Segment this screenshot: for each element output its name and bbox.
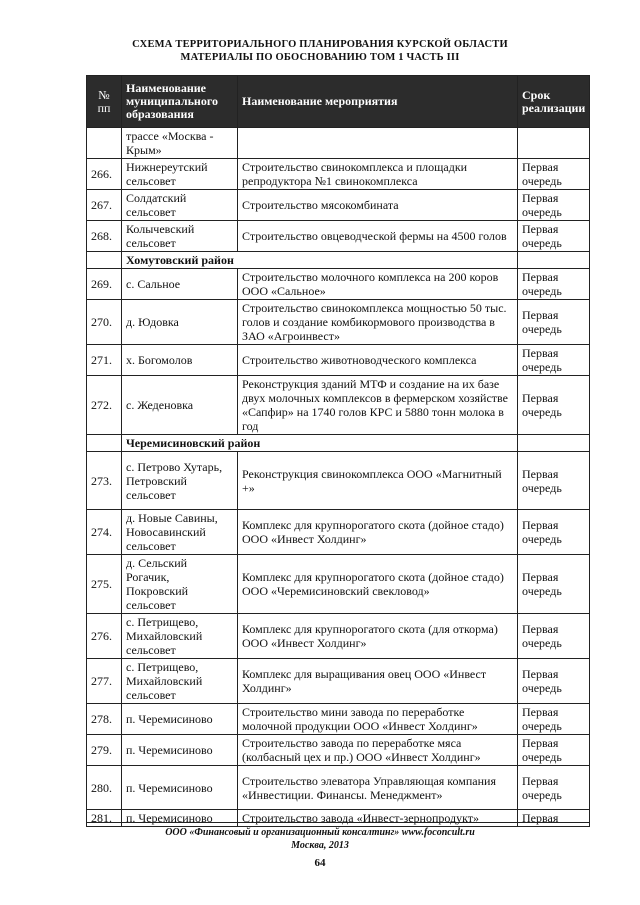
column-header-municipality: Наименование муниципального образования: [122, 76, 238, 128]
row-term: Первая очередь: [518, 159, 590, 190]
row-term: Первая очередь: [518, 659, 590, 704]
table-row: [87, 159, 590, 190]
district-row: [87, 435, 590, 452]
document-footer: [0, 826, 640, 852]
row-num: 271.: [87, 345, 122, 376]
row-municipality: с. Петрово Хутарь, Петровский сельсовет: [122, 452, 238, 510]
row-activity: Строительство свинокомплекса и площадки репродуктора №1 свинокомплекса: [238, 159, 518, 190]
row-term: Первая очередь: [518, 376, 590, 435]
row-municipality: Колычевский сельсовет: [122, 221, 238, 252]
column-header-activity: Наименование мероприятия: [238, 76, 518, 128]
table-row: [87, 300, 590, 345]
row-term: Первая очередь: [518, 269, 590, 300]
row-num: 280.: [87, 766, 122, 810]
row-num: [87, 128, 122, 159]
row-term: [518, 128, 590, 159]
row-municipality: д. Новые Савины, Новосавинский сельсовет: [122, 510, 238, 555]
row-term: Первая очередь: [518, 766, 590, 810]
row-activity: Строительство свинокомплекса мощностью 50 тыс. голов и создание комбикормового производства в ЗАО «Агроинвест»: [238, 300, 518, 345]
table-row: [87, 766, 590, 810]
row-term: Первая очередь: [518, 221, 590, 252]
row-num: 273.: [87, 452, 122, 510]
row-term: Первая: [518, 810, 590, 827]
row-municipality: с. Петрищево, Михайловский сельсовет: [122, 659, 238, 704]
row-municipality: с. Жеденовка: [122, 376, 238, 435]
row-num: 275.: [87, 555, 122, 614]
row-num: 276.: [87, 614, 122, 659]
row-municipality: п. Черемисиново: [122, 704, 238, 735]
footer-divider: [86, 822, 589, 823]
row-num: 268.: [87, 221, 122, 252]
row-activity: Комплекс для крупнорогатого скота (дойное стадо) ООО «Черемисиновский свекловод»: [238, 555, 518, 614]
row-activity: Строительство мини завода по переработке молочной продукции ООО «Инвест Холдинг»: [238, 704, 518, 735]
row-activity: Строительство мясокомбината: [238, 190, 518, 221]
row-num: 277.: [87, 659, 122, 704]
table-body: [87, 128, 590, 827]
row-activity: Комплекс для выращивания овец ООО «Инвест Холдинг»: [238, 659, 518, 704]
row-term: Первая очередь: [518, 614, 590, 659]
row-municipality: Нижнереутский сельсовет: [122, 159, 238, 190]
table-row: [87, 269, 590, 300]
row-municipality: д. Юдовка: [122, 300, 238, 345]
row-activity: Строительство молочного комплекса на 200 коров ООО «Сальное»: [238, 269, 518, 300]
row-term: Первая очередь: [518, 704, 590, 735]
row-term: Первая очередь: [518, 190, 590, 221]
row-num: 281.: [87, 810, 122, 827]
table-row: [87, 659, 590, 704]
table-header-row: [87, 76, 590, 128]
row-municipality: д. Сельский Рогачик, Покровский сельсовет: [122, 555, 238, 614]
row-municipality: х. Богомолов: [122, 345, 238, 376]
document-header: [0, 38, 640, 64]
table-row: [87, 810, 590, 827]
footer-city-year: Москва, 2013: [291, 840, 349, 851]
row-activity: Строительство завода «Инвест-зернопродукт»: [238, 810, 518, 827]
row-activity: Комплекс для крупнорогатого скота (дойное стадо) ООО «Инвест Холдинг»: [238, 510, 518, 555]
row-num: 279.: [87, 735, 122, 766]
table-row: [87, 345, 590, 376]
table-row: [87, 510, 590, 555]
row-num: 266.: [87, 159, 122, 190]
row-term: Первая очередь: [518, 555, 590, 614]
district-spacer: [87, 435, 122, 452]
row-municipality: трассе «Москва - Крым»: [122, 128, 238, 159]
district-spacer: [518, 252, 590, 269]
row-municipality: п. Черемисиново: [122, 766, 238, 810]
header-subtitle: МАТЕРИАЛЫ ПО ОБОСНОВАНИЮ ТОМ 1 ЧАСТЬ III: [180, 52, 460, 63]
table-row: [87, 376, 590, 435]
row-term: Первая очередь: [518, 300, 590, 345]
header-title: СХЕМА ТЕРРИТОРИАЛЬНОГО ПЛАНИРОВАНИЯ КУРСКОЙ ОБЛАСТИ: [132, 39, 508, 50]
table-row: [87, 614, 590, 659]
table-row: [87, 190, 590, 221]
column-header-num: № пп: [87, 76, 122, 128]
district-name: Хомутовский район: [122, 252, 518, 269]
district-name: Черемисиновский район: [122, 435, 518, 452]
footer-company: ООО «Финансовый и организационный консалтинг» www.foconcult.ru: [165, 827, 475, 838]
row-num: 274.: [87, 510, 122, 555]
district-row: [87, 252, 590, 269]
row-term: Первая очередь: [518, 735, 590, 766]
row-num: 269.: [87, 269, 122, 300]
row-municipality: Солдатский сельсовет: [122, 190, 238, 221]
district-spacer: [518, 435, 590, 452]
row-num: 278.: [87, 704, 122, 735]
district-spacer: [87, 252, 122, 269]
row-activity: Реконструкция зданий МТФ и создание на их базе двух молочных комплексов в фермерском хозяйстве «Сапфир» на 1740 голов КРС и 5880 тонн молока в год: [238, 376, 518, 435]
row-activity: Строительство овцеводческой фермы на 4500 голов: [238, 221, 518, 252]
column-header-term: Срок реализации: [518, 76, 590, 128]
row-term: Первая очередь: [518, 510, 590, 555]
table-row: [87, 704, 590, 735]
row-activity: Строительство элеватора Управляющая компания «Инвестиции. Финансы. Менеджмент»: [238, 766, 518, 810]
row-municipality: с. Сальное: [122, 269, 238, 300]
row-term: Первая очередь: [518, 345, 590, 376]
row-num: 267.: [87, 190, 122, 221]
row-municipality: с. Петрищево, Михайловский сельсовет: [122, 614, 238, 659]
row-activity: Комплекс для крупнорогатого скота (для откорма) ООО «Инвест Холдинг»: [238, 614, 518, 659]
table-row: [87, 221, 590, 252]
row-municipality: п. Черемисиново: [122, 810, 238, 827]
row-activity: Строительство животноводческого комплекса: [238, 345, 518, 376]
table-row: [87, 128, 590, 159]
table-row: [87, 452, 590, 510]
row-activity: [238, 128, 518, 159]
row-num: 270.: [87, 300, 122, 345]
row-activity: Реконструкция свинокомплекса ООО «Магнитный +»: [238, 452, 518, 510]
activities-table: [86, 75, 590, 827]
row-term: Первая очередь: [518, 452, 590, 510]
row-num: 272.: [87, 376, 122, 435]
row-activity: Строительство завода по переработке мяса (колбасный цех и пр.) ООО «Инвест Холдинг»: [238, 735, 518, 766]
table-row: [87, 555, 590, 614]
table-row: [87, 735, 590, 766]
row-municipality: п. Черемисиново: [122, 735, 238, 766]
page-number: 64: [314, 857, 326, 869]
